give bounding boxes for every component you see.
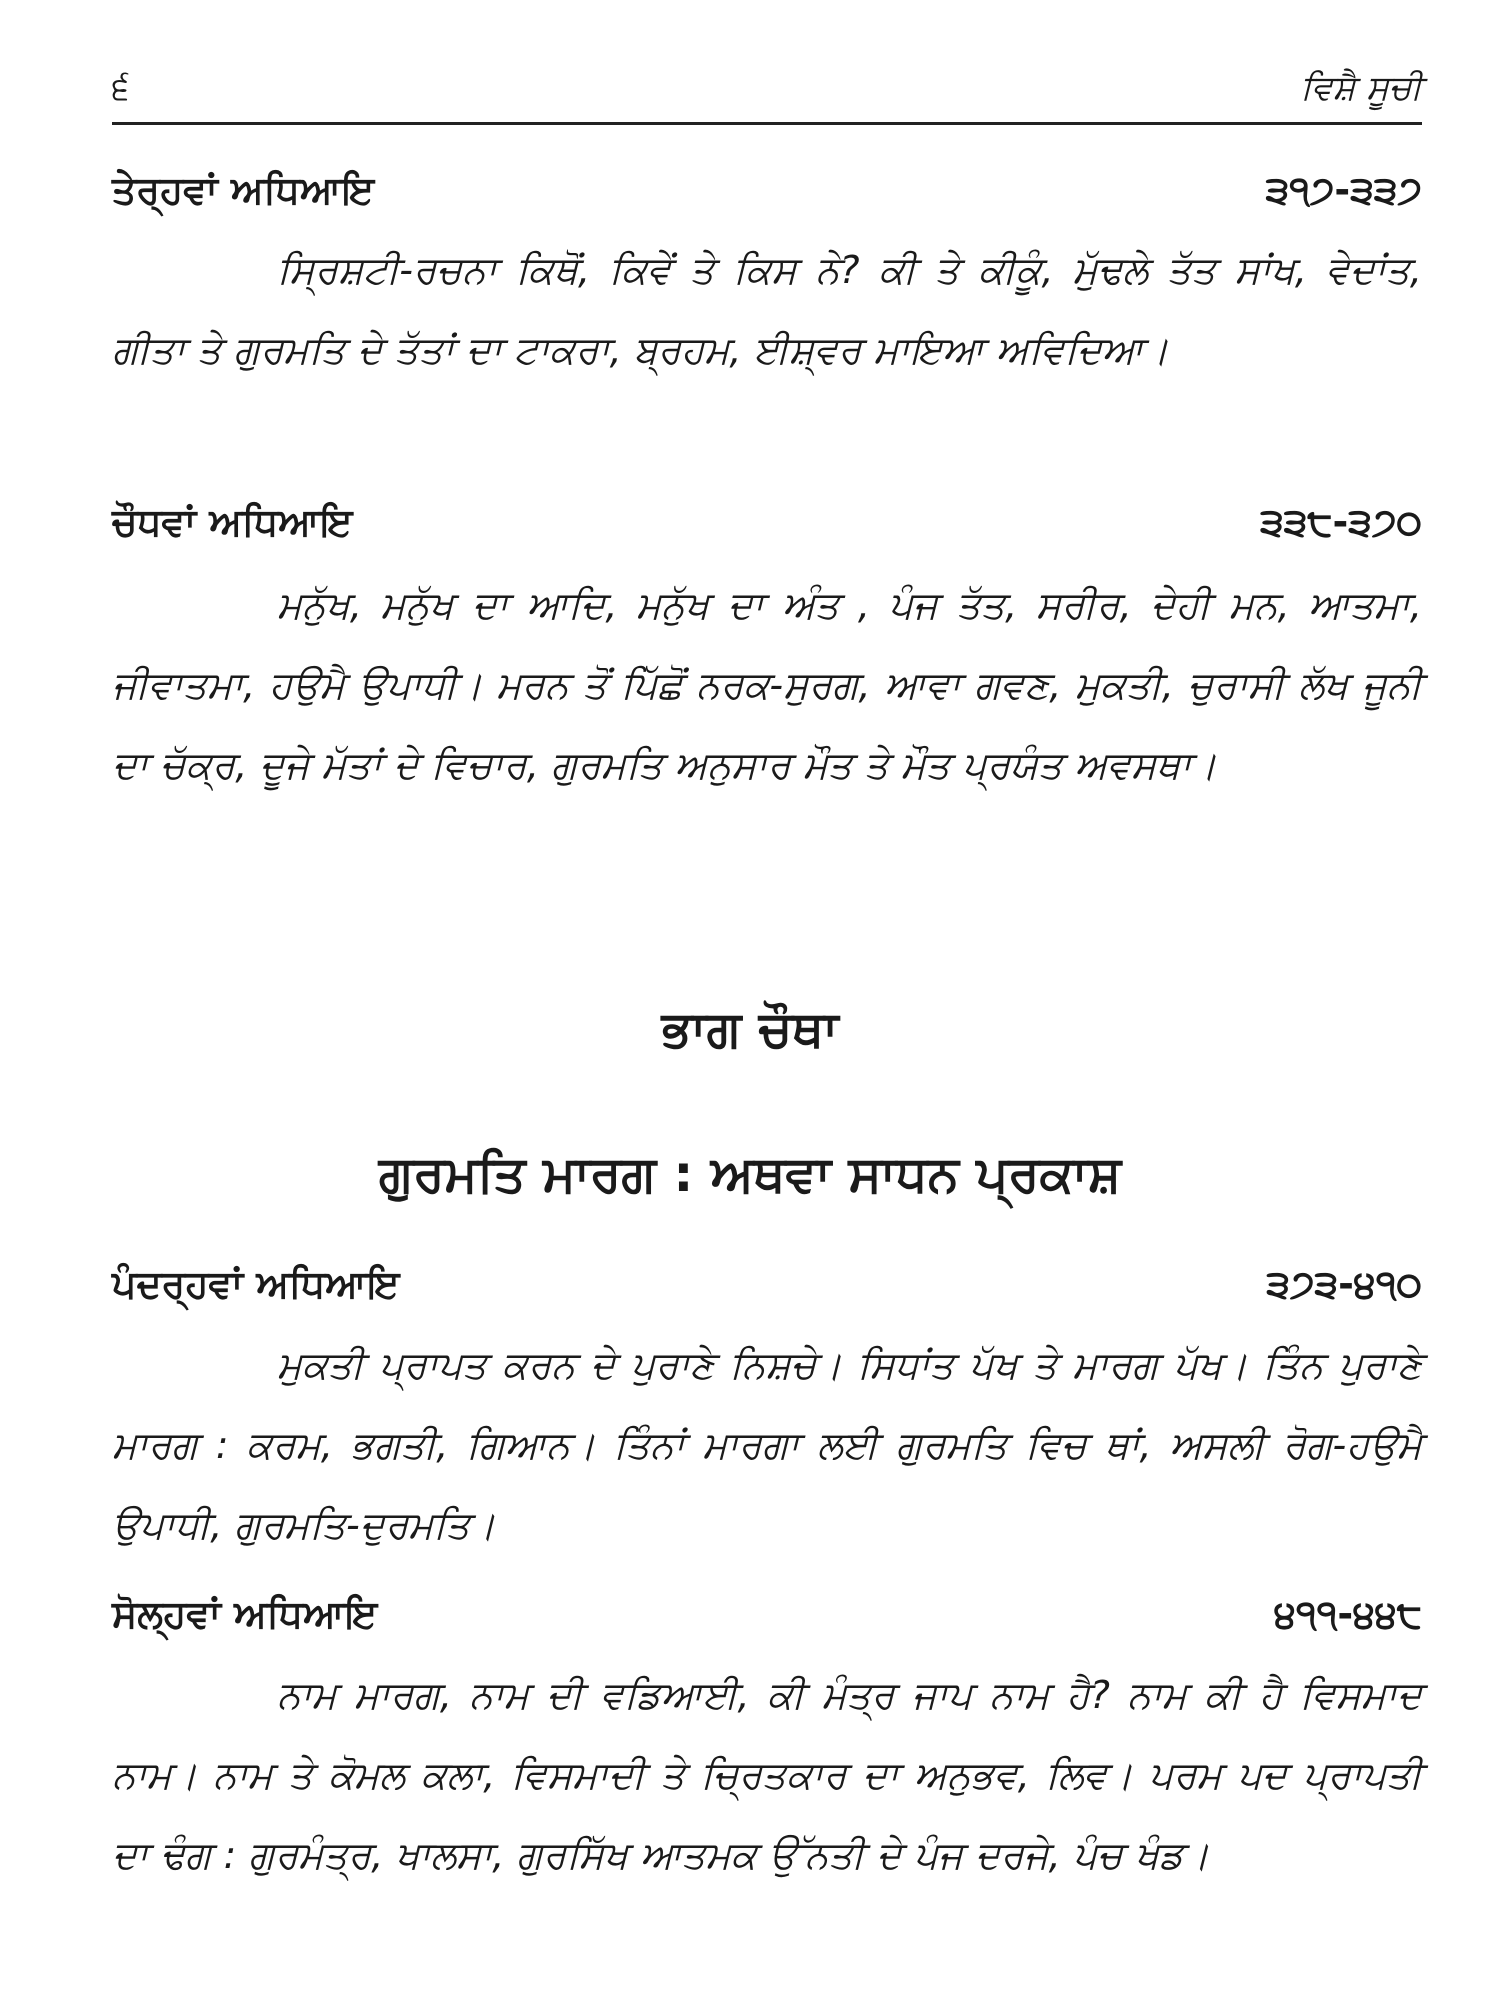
- chapter-page-range: ੩੭੩-੪੧੦: [1266, 1262, 1422, 1306]
- part-subtitle: ਗੁਰਮਤਿ ਮਾਰਗ : ਅਥਵਾ ਸਾਧਨ ਪ੍ਰਕਾਸ਼: [378, 1145, 1122, 1203]
- chapter-title: ਸੋਲ੍ਹਵਾਂ ਅਧਿਆਇ: [112, 1592, 378, 1636]
- running-title: ਵਿਸ਼ੈ ਸੂਚੀ: [1300, 68, 1422, 108]
- chapter-heading-16: [112, 1592, 1422, 1652]
- page-header: [112, 62, 1422, 125]
- chapter-heading-13: [112, 168, 1422, 228]
- chapter-title: ਚੌਧਵਾਂ ਅਧਿਆਇ: [112, 500, 353, 544]
- part-title: ਭਾਗ ਚੌਥਾ: [661, 1000, 839, 1058]
- chapter-title: ਪੰਦਰ੍ਹਵਾਂ ਅਧਿਆਇ: [112, 1262, 400, 1306]
- chapter-heading-14: [112, 500, 1422, 560]
- chapter-summary-14: ਮਨੁੱਖ, ਮਨੁੱਖ ਦਾ ਆਦਿ, ਮਨੁੱਖ ਦਾ ਅੰਤ , ਪੰਜ ਤੱਤ, ਸਰੀਰ, ਦੇਹੀ ਮਨ, ਆਤਮਾ, ਜੀਵਾਤਮਾ, ਹਉਮੈ ਉਪਾਧੀ। ਮਰਨ ਤੋਂ ਪਿੱਛੋਂ ਨਰਕ-ਸੁਰਗ, ਆਵਾ ਗਵਣ, ਮੁਕਤੀ, ਚੁਰਾਸੀ ਲੱਖ ਜੂਨੀ ਦਾ ਚੱਕ੍ਰ, ਦੂਜੇ ਮੱਤਾਂ ਦੇ ਵਿਚਾਰ, ਗੁਰਮਤਿ ਅਨੁਸਾਰ ਮੌਤ ਤੇ ਮੌਤ ਪ੍ਰਯੰਤ ਅਵਸਥਾ।: [112, 583, 1422, 787]
- chapter-page-range: ੪੧੧-੪੪੮: [1274, 1592, 1422, 1636]
- page-number: ੬: [112, 68, 130, 108]
- chapter-title: ਤੇਰ੍ਹਵਾਂ ਅਧਿਆਇ: [112, 168, 375, 212]
- chapter-summary-13: ਸ੍ਰਿਸ਼ਟੀ-ਰਚਨਾ ਕਿਥੋਂ, ਕਿਵੇਂ ਤੇ ਕਿਸ ਨੇ? ਕੀ ਤੇ ਕੀਕੂੰ, ਮੁੱਢਲੇ ਤੱਤ ਸਾਂਖ, ਵੇਦਾਂਤ, ਗੀਤਾ ਤੇ ਗੁਰਮਤਿ ਦੇ ਤੱਤਾਂ ਦਾ ਟਾਕਰਾ, ਬ੍ਰਹਮ, ਈਸ਼੍ਵਰ ਮਾਇਆ ਅਵਿਦਿਆ।: [112, 248, 1422, 372]
- chapter-summary-15: ਮੁਕਤੀ ਪ੍ਰਾਪਤ ਕਰਨ ਦੇ ਪੁਰਾਣੇ ਨਿਸ਼ਚੇ। ਸਿਧਾਂਤ ਪੱਖ ਤੇ ਮਾਰਗ ਪੱਖ। ਤਿੰਨ ਪੁਰਾਣੇ ਮਾਰਗ : ਕਰਮ, ਭਗਤੀ, ਗਿਆਨ। ਤਿੰਨਾਂ ਮਾਰਗਾ ਲਈ ਗੁਰਮਤਿ ਵਿਚ ਥਾਂ, ਅਸਲੀ ਰੋਗ-ਹਉਮੈ ਉਪਾਧੀ, ਗੁਰਮਤਿ-ਦੁਰਮਤਿ।: [112, 1343, 1422, 1547]
- chapter-heading-15: [112, 1262, 1422, 1322]
- chapter-page-range: ੩੩੮-੩੭੦: [1260, 500, 1422, 544]
- chapter-page-range: ੩੧੭-੩੩੭: [1265, 168, 1422, 212]
- chapter-summary-16: ਨਾਮ ਮਾਰਗ, ਨਾਮ ਦੀ ਵਡਿਆਈ, ਕੀ ਮੰਤ੍ਰ ਜਾਪ ਨਾਮ ਹੈ? ਨਾਮ ਕੀ ਹੈ ਵਿਸਮਾਦ ਨਾਮ। ਨਾਮ ਤੇ ਕੋਮਲ ਕਲਾ, ਵਿਸਮਾਦੀ ਤੇ ਚ੍ਰਿਤਕਾਰ ਦਾ ਅਨੁਭਵ, ਲਿਵ। ਪਰਮ ਪਦ ਪ੍ਰਾਪਤੀ ਦਾ ਢੰਗ : ਗੁਰਮੰਤ੍ਰ, ਖਾਲਸਾ, ਗੁਰਸਿੱਖ ਆਤਮਕ ਉੱਨਤੀ ਦੇ ਪੰਜ ਦਰਜੇ, ਪੰਚ ਖੰਡ।: [112, 1673, 1422, 1877]
